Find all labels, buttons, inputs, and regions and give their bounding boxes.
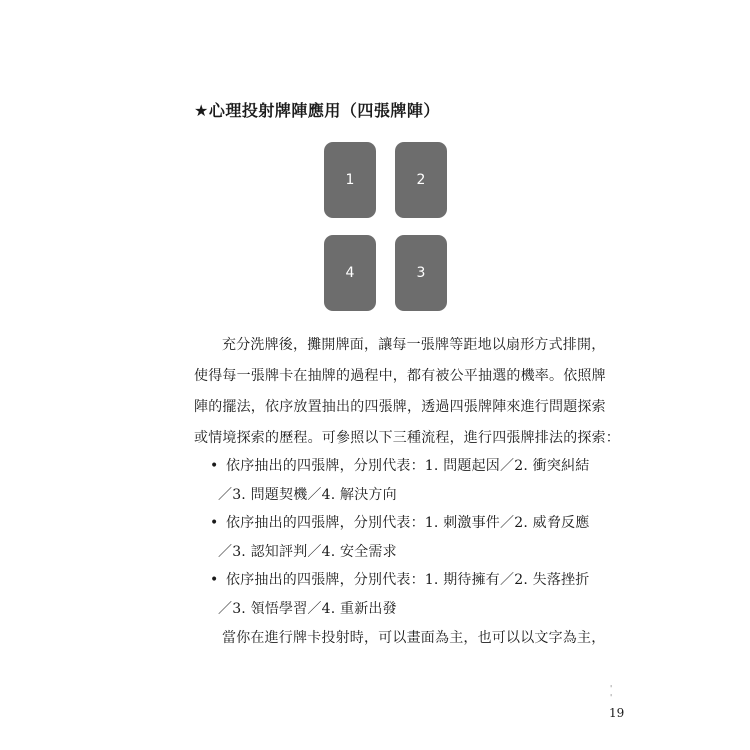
paragraph-line: 或情境探索的歷程。可參照以下三種流程，進行四張牌排法的探索： xyxy=(194,430,620,446)
bullet-text-continued: ／3. 問題契機／4. 解決方向 xyxy=(218,487,397,503)
bullet-text-continued: ／3. 認知評判／4. 安全需求 xyxy=(218,544,397,560)
paragraph-line: 陣的擺法，依序放置抽出的四張牌，透過四張牌陣來進行問題探索 xyxy=(194,399,606,415)
paragraph-line: 充分洗牌後，攤開牌面，讓每一張牌等距地以扇形方式排開， xyxy=(222,337,606,353)
bullet-marker: • xyxy=(210,458,219,474)
bullet-text: 依序抽出的四張牌，分別代表：1. 刺激事件／2. 威脅反應 xyxy=(226,515,590,531)
bullet-text: 依序抽出的四張牌，分別代表：1. 期待擁有／2. 失落挫折 xyxy=(226,572,590,588)
bullet-marker: • xyxy=(210,515,219,531)
margin-mark: ' ' xyxy=(610,684,613,702)
card-2 xyxy=(395,142,447,218)
page-title: ★心理投射牌陣應用（四張牌陣） xyxy=(194,101,440,120)
card-label: 1 xyxy=(345,172,355,188)
page-number: 19 xyxy=(609,706,625,720)
card-3 xyxy=(395,235,447,311)
bullet-text: 依序抽出的四張牌，分別代表：1. 問題起因／2. 衝突糾結 xyxy=(226,458,590,474)
card-1 xyxy=(324,142,376,218)
card-label: 4 xyxy=(345,265,355,281)
card-label: 3 xyxy=(416,265,426,281)
bullet-text-continued: ／3. 領悟學習／4. 重新出發 xyxy=(218,601,397,617)
closing-line: 當你在進行牌卡投射時，可以畫面為主，也可以以文字為主， xyxy=(222,630,606,646)
card-label: 2 xyxy=(416,172,426,188)
bullet-marker: • xyxy=(210,572,219,588)
paragraph-line: 使得每一張牌卡在抽牌的過程中，都有被公平抽選的機率。依照牌 xyxy=(194,368,606,384)
card-4 xyxy=(324,235,376,311)
